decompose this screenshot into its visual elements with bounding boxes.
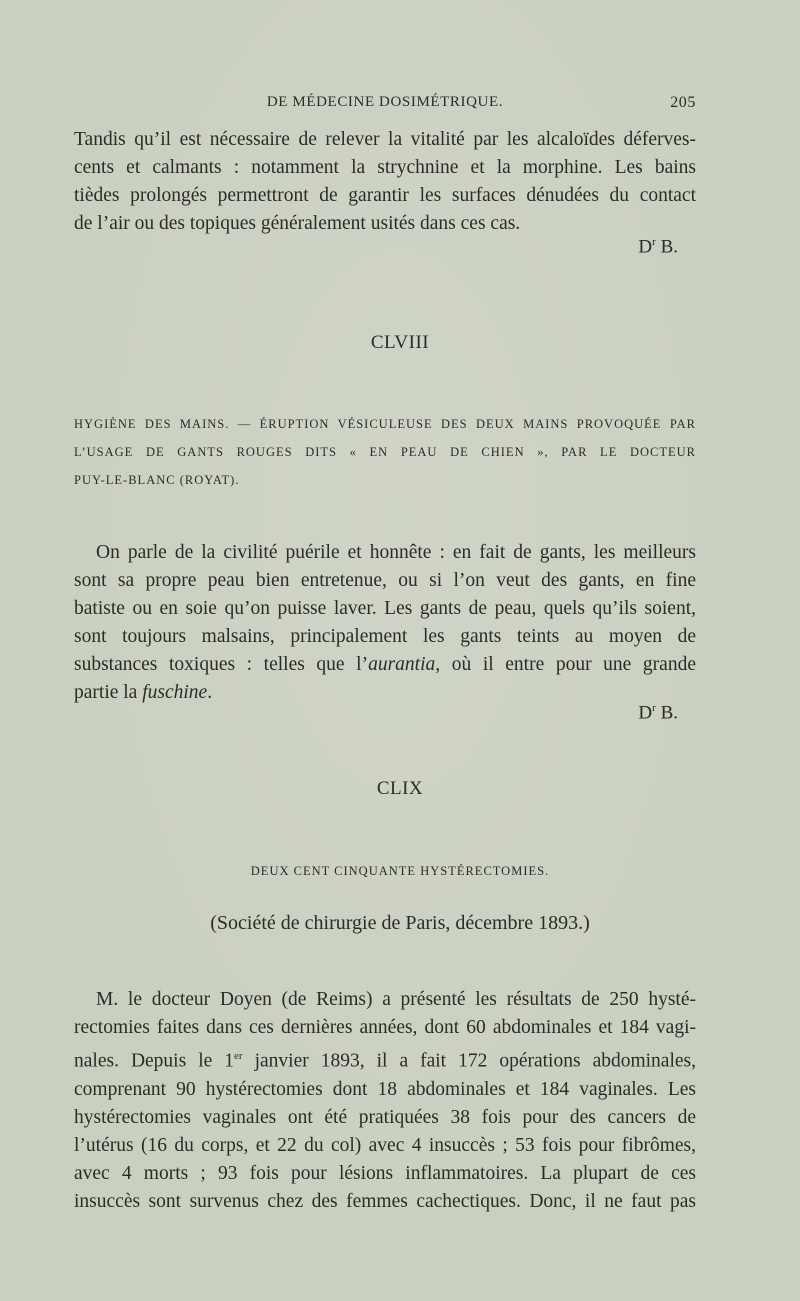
text-line: substances toxiques : telles que l’aurantia, où il entre pour une grande [74,654,696,675]
text-line: hystérectomies vaginales ont été pratiquées 38 fois pour des cancers de [74,1106,696,1128]
text-line: Tandis qu’il est nécessaire de relever la vitalité par les alcaloïdes déferves- [74,129,696,150]
text-line: partie la fuschine. [74,682,213,703]
text-line: sont sa propre peau bien entretenue, ou si l’on veut des gants, en fine [74,570,696,591]
signature: $D^r$ B. [638,236,678,258]
text-line: batiste ou en soie qu’on puisse laver. Les gants de peau, quels qu’ils soient, [74,598,696,619]
heading-line: HYGIÈNE DES MAINS. — ÉRUPTION VÉSICULEUSE DES DEUX MAINS PROVOQUÉE PAR [74,417,696,431]
section-heading: DEUX CENT CINQUANTE HYSTÉRECTOMIES. [250,864,550,878]
text-line: rectomies faites dans ces dernières années, dont 60 abdominales et 184 vagi- [74,1017,696,1038]
running-header [74,94,696,116]
section-number: CLVIII [370,332,430,353]
text-line: tièdes prolongés permettront de garantir les surfaces dénudées du contact [74,185,696,206]
section-body [74,539,696,707]
text-line: nales. Depuis le 1er janvier 1893, il a fait 172 opérations abdominales, [74,1050,696,1072]
running-title: DE MÉDECINE DOSIMÉTRIQUE. [266,94,504,110]
text-line: comprenant 90 hystérectomies dont 18 abdominales et 184 vaginales. Les [74,1078,696,1100]
text-line: de l’air ou des topiques généralement usités dans ces cas. [74,213,521,234]
heading-line: L’USAGE DE GANTS ROUGES DITS « EN PEAU DE CHIEN », PAR LE DOCTEUR [74,445,696,459]
text-line: l’utérus (16 du corps, et 22 du col) avec 4 insuccès ; 53 fois pour fibrômes, [74,1134,696,1156]
heading-line: PUY-LE-BLANC (ROYAT). [74,473,240,487]
text-line: M. le docteur Doyen (de Reims) a présenté les résultats de 250 hysté- [96,989,696,1010]
italic-term: fuschine [142,682,208,703]
text-line: avec 4 morts ; 93 fois pour lésions inflammatoires. La plupart de ces [74,1162,696,1184]
page-number: 205 [670,94,696,111]
intro-paragraph [74,126,696,238]
text-line: cents et calmants : notamment la strychnine et la morphine. Les bains [74,157,696,178]
text-line: sont toujours malsains, principalement les gants teints au moyen de [74,626,696,647]
text-line: insuccès sont survenus chez des femmes cachectiques. Donc, il ne faut pas [74,1190,696,1212]
signature: $D^r$ B. [638,702,678,724]
text-line: On parle de la civilité puérile et honnête : en fait de gants, les meilleurs [96,542,696,563]
section-subtitle: (Société de chirurgie de Paris, décembre 1893.) [210,912,590,934]
section-heading [74,410,696,494]
section-body [74,986,696,1216]
section-number: CLIX [376,778,424,799]
italic-term: aurantia [368,654,436,675]
